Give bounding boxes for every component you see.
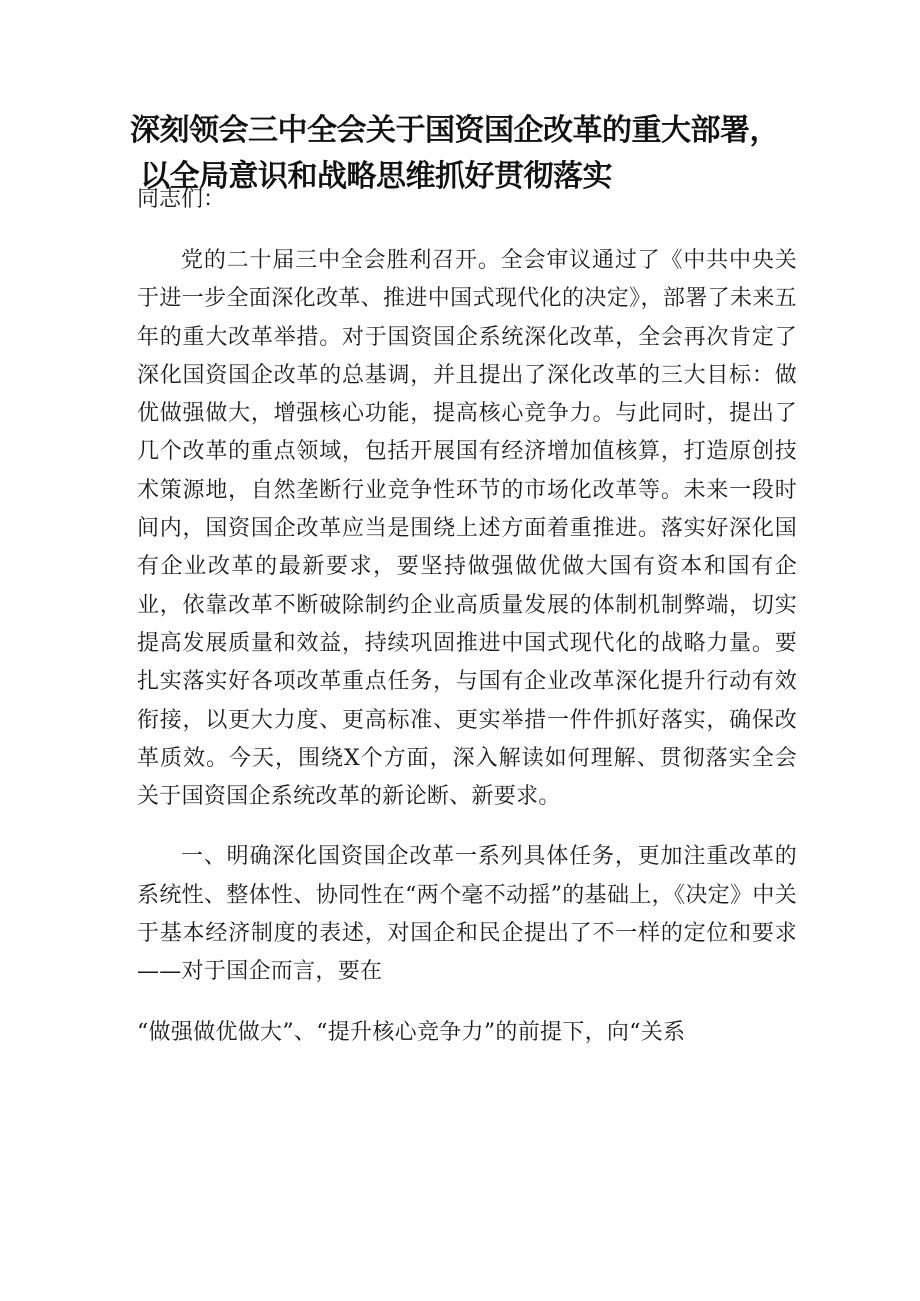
paragraph-intro: 党的二十届三中全会胜利召开。全会审议通过了《中共中央关于进一步全面深化改革、推进中国式现代化的决定》，部署了未来五年的重大改革举措。对于国资国企系统深化改革，全会再次肯定了深化国资国企改革的总基调，并且提出了深化改革的三大目标：做优做强做大，增强核心功能，提高核心竞争力。与此同时，提出了几个改革的重点领域，包括开展国有经济增加值核算，打造原创技术策源地，自然垄断行业竞争性环节的市场化改革等。未来一段时间内，国资国企改革应当是围绕上述方面着重推进。落实好深化国有企业改革的最新要求，要坚持做强做优做大国有资本和国有企业，依靠改革不断破除制约企业高质量发展的体制机制弊端，切实提高发展质量和效益，持续巩固推进中国式现代化的战略力量。要扎实落实好各项改革重点任务，与国有企业改革深化提升行动有效衔接，以更大力度、更高标准、更实举措一件件抓好落实，确保改革质效。今天，围绕X个方面，深入解读如何理解、贯彻落实全会关于国资国企系统改革的新论断、新要求。 — [137, 248, 797, 810]
salutation: 同志们： — [137, 187, 226, 212]
title-line-1: 深刻领会三中全会关于国资国企改革的重大部署， — [130, 113, 779, 148]
paragraph-section-1: 一、明确深化国资国企改革一系列具体任务，更加注重改革的系统性、整体性、协同性在“两个毫不动摇”的基础上，《决定》中关于基本经济制度的表述，对国企和民企提出了不一样的定位和要求——对于国企而言，要在 — [137, 844, 797, 985]
paragraph-continuation: “做强做优做大”、“提升核心竞争力”的前提下，向“关系 — [137, 1019, 686, 1045]
title-line-2: 以全局意识和战略思维抓好贯彻落实 — [140, 159, 612, 194]
document-body — [137, 180, 797, 1074]
